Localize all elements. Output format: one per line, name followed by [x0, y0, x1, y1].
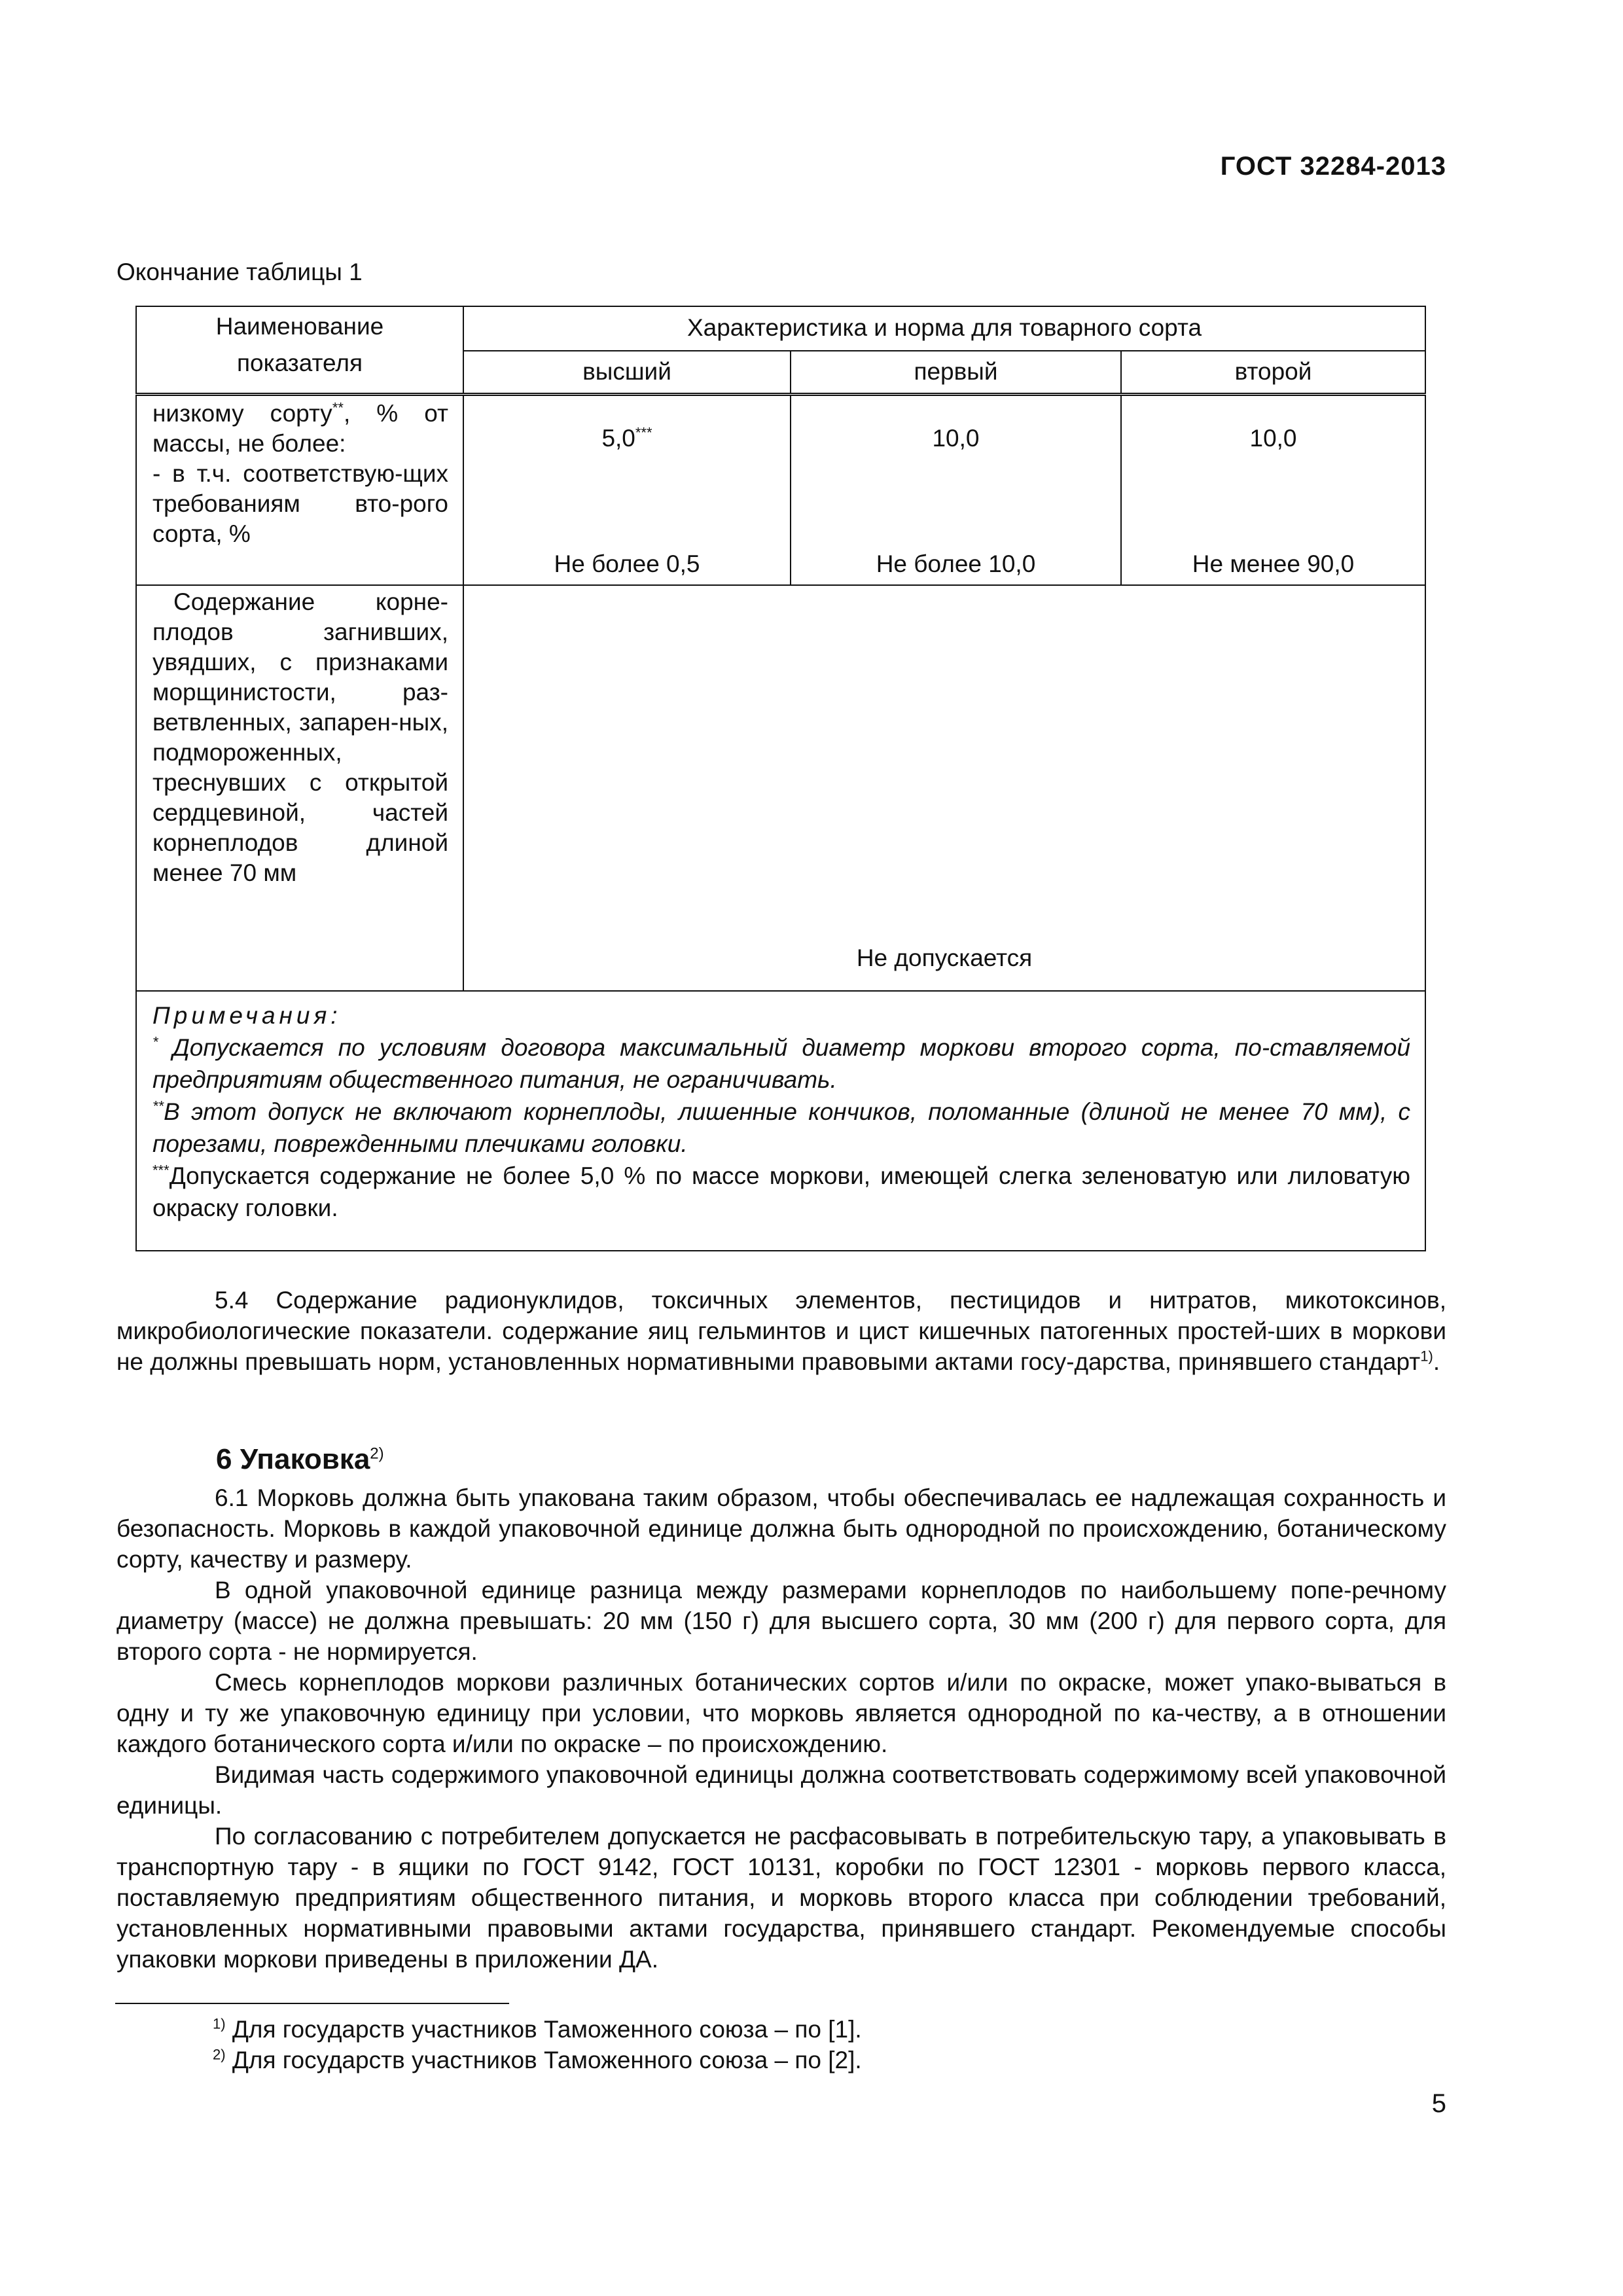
- footnote-mark: **: [332, 399, 344, 416]
- note-1: * Допускается по условиям договора максимальный диаметр моркови второго сорта, по-ставляемой предприятиям общественного питания, не ограничивать.: [152, 1033, 1411, 1093]
- value-cell-second: [1121, 394, 1425, 585]
- subvalue-highest: Не более 0,5: [554, 550, 700, 577]
- row-label-lower-grade: низкому сорту**, % от массы, не более: - в т.ч. соответствую-щих требованиям вто-рого сорта, %: [136, 394, 463, 585]
- value-second: 10,0: [1249, 424, 1297, 452]
- subvalue-first: Не более 10,0: [876, 550, 1036, 577]
- footnote-ref-2: 2): [370, 1444, 384, 1463]
- value-cell-first: [791, 394, 1121, 585]
- notes-title: Примечания:: [152, 1002, 342, 1029]
- column-header-indicator: [136, 306, 463, 394]
- specification-table: [135, 306, 1426, 1251]
- paragraph: Видимая часть содержимого упаковочной единицы должна соответствовать содержимому всей упаковочной единицы.: [116, 1761, 1446, 1819]
- note-3: ***Допускается содержание не более 5,0 % по массе моркови, имеющей слегка зеленоватую или лиловатую окраску головки.: [152, 1162, 1411, 1221]
- footnote-ref-1: 1): [1420, 1348, 1433, 1365]
- footnote-1: $^{1)}$ Для государств участников Таможенного союза – по [1].: [213, 2015, 862, 2043]
- footnote-divider: [115, 2003, 509, 2004]
- subvalue-second: Не менее 90,0: [1192, 550, 1355, 577]
- value-cell-highest: [463, 394, 791, 585]
- paragraph: 6.1 Морковь должна быть упакована таким образом, чтобы обеспечивалась ее надлежащая сохранность и безопасность. Морковь в каждой упаковочной единице должна быть однородной по происхождению, ботаническому сорту, качеству и размеру.: [116, 1484, 1446, 1573]
- paragraph: Смесь корнеплодов моркови различных ботанических сортов и/или по окраске, может упако-вываться в одну и ту же упаковочную единицу при условии, что морковь является однородной по ка-честву, а в отношении каждого ботанического сорта и/или по окраске – по происхождению.: [116, 1669, 1446, 1757]
- column-header-line-2: показателя: [236, 350, 363, 376]
- column-header-line-1: Наименование: [215, 313, 384, 340]
- footnote-mark: ***: [635, 424, 652, 441]
- document-header-id: ГОСТ 32284-2013: [1220, 152, 1446, 181]
- note-2: **В этот допуск не включают корнеплоды, лишенные кончиков, поломанные (длиной не менее 70 мм), с порезами, поврежденными плечиками головки.: [152, 1098, 1411, 1157]
- grade-header-highest: высший: [463, 351, 791, 394]
- row-label-defects: Содержание корне-плодов загнивших, увядших, с признаками морщинистости, раз-ветвленных, запарен-ных, подмороженных, треснувших с открытой сердцевиной, частей корнеплодов длиной менее 70 мм: [136, 585, 463, 991]
- value-not-allowed: Не допускается: [463, 585, 1425, 991]
- footnote-2: $^{2)}$ Для государств участников Таможенного союза – по [2].: [213, 2046, 862, 2073]
- section-6-body: [116, 1482, 1446, 1975]
- paragraph: По согласованию с потребителем допускается не расфасовывать в потребительскую тару, а упаковывать в транспортную тару - в ящики по ГОСТ 9142, ГОСТ 10131, коробки по ГОСТ 12301 - морковь первого класса, поставляемую предприятиям общественного питания, и морковь второго класса при соблюдении требований, установленных нормативными правовыми актами государства, принявшего стандарт. Рекомендуемые способы упаковки моркови приведены в приложении ДА.: [116, 1823, 1446, 1973]
- section-6-title: 6 Упаковка$^{2)}$: [216, 1443, 384, 1475]
- table-caption: Окончание таблицы 1: [116, 259, 363, 285]
- column-group-header: Характеристика и норма для товарного сорта: [463, 306, 1425, 351]
- value-highest: 5,0: [601, 424, 635, 452]
- grade-header-second: второй: [1121, 351, 1425, 394]
- value-first: 10,0: [932, 424, 980, 452]
- grade-header-first: первый: [791, 351, 1121, 394]
- table-notes: [136, 991, 1425, 1251]
- section-5-4: 5.4 Содержание радионуклидов, токсичных элементов, пестицидов и нитратов, микотоксинов, микробиологические показатели. содержание яиц гельминтов и цист кишечных патогенных простей-ших в моркови не должны превышать норм, установленных нормативными правовыми актами госу-дарства, принявшего стандарт$^{1)}$.: [116, 1287, 1446, 1375]
- page-number: 5: [1431, 2089, 1446, 2118]
- paragraph: В одной упаковочной единице разница между размерами корнеплодов по наибольшему попе-речному диаметру (массе) не должна превышать: 20 мм (150 г) для высшего сорта, 30 мм (200 г) для первого сорта, для второго сорта - не нормируется.: [116, 1577, 1446, 1665]
